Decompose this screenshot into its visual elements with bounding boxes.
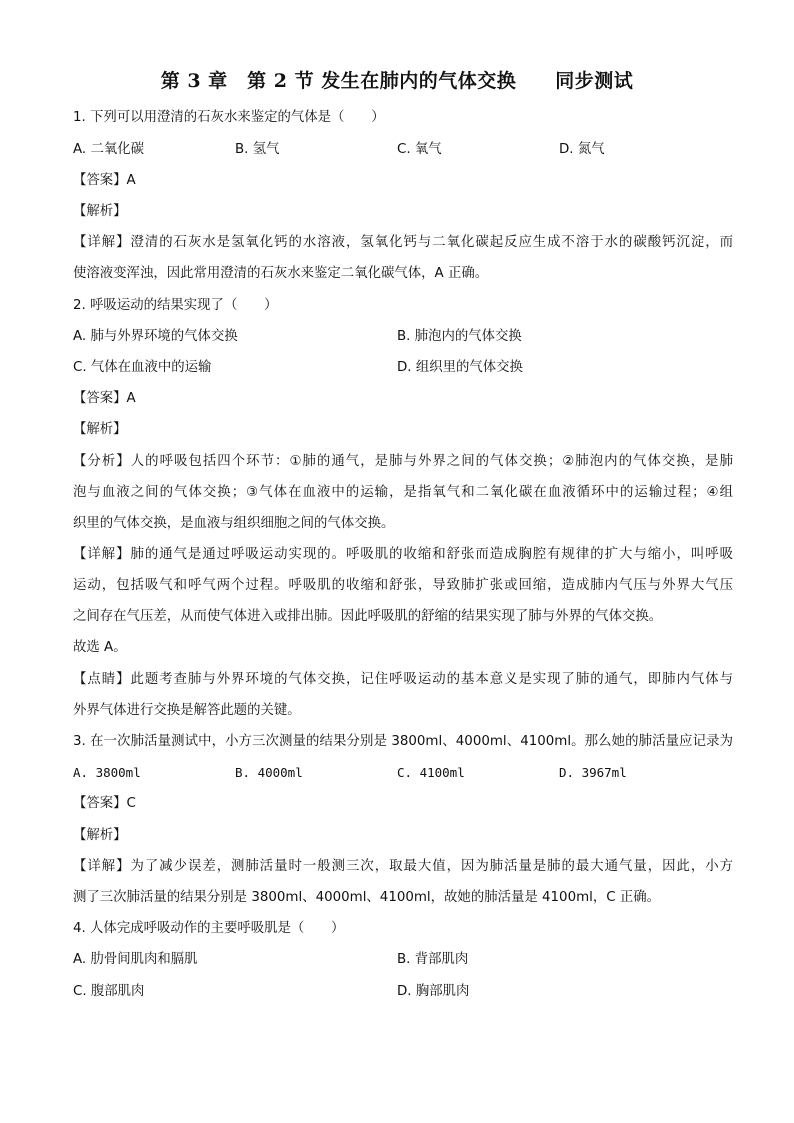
q1-option-b: B. 氢气: [235, 142, 280, 157]
q1-detail-line: 使溶液变浑浊，因此常用澄清的石灰水来鉴定二氧化碳气体，A 正确。: [73, 266, 489, 281]
question-3-stem: 3. 在一次肺活量测试中，小方三次测量的结果分别是 3800ml、4000ml、4100ml。那么她的肺活量应记录为: [73, 734, 733, 749]
q1-answer: 【答案】A: [73, 173, 136, 188]
q4-option-d: D. 胸部肌肉: [397, 984, 470, 999]
q2-option-d: D. 组织里的气体交换: [397, 360, 523, 375]
q2-fenxi-line: 织里的气体交换，是血液与组织细胞之间的气体交换。: [73, 516, 395, 531]
q4-option-a: A. 肋骨间肌肉和膈肌: [73, 952, 198, 967]
q2-dianjing-line: 【点睛】此题考查肺与外界环境的气体交换，记住呼吸运动的基本意义是实现了肺的通气，即肺内气体与: [73, 672, 733, 687]
q2-analysis-label: 【解析】: [73, 422, 127, 437]
q1-option-a: A. 二氧化碳: [73, 142, 144, 157]
q3-option-d: D. 3967ml: [559, 765, 627, 780]
q4-option-c: C. 腹部肌肉: [73, 984, 145, 999]
q2-detail-line: 之间存在气压差，从而使气体进入或排出肺。因此呼吸肌的舒缩的结果实现了肺与外界的气体交换。: [73, 609, 663, 624]
q3-detail-line: 测了三次肺活量的结果分别是 3800ml、4000ml、4100ml，故她的肺活量是 4100ml，C 正确。: [73, 890, 661, 905]
q4-option-b: B. 背部肌肉: [397, 952, 469, 967]
q2-detail-line: 运动，包括吸气和呼气两个过程。呼吸肌的收缩和舒张，导致肺扩张或回缩，造成肺内气压与外界大气压: [73, 578, 733, 593]
q1-analysis-label: 【解析】: [73, 204, 127, 219]
q3-answer: 【答案】C: [73, 796, 136, 811]
q1-option-c: C. 氧气: [397, 142, 442, 157]
q2-option-a: A. 肺与外界环境的气体交换: [73, 329, 238, 344]
question-2-stem: 2. 呼吸运动的结果实现了（ ）: [73, 298, 278, 313]
q2-dianjing-line: 外界气体进行交换是解答此题的关键。: [73, 703, 301, 718]
q2-option-c: C. 气体在血液中的运输: [73, 360, 212, 375]
q2-detail-line: 【详解】肺的通气是通过呼吸运动实现的。呼吸肌的收缩和舒张而造成胸腔有规律的扩大与缩小，叫呼吸: [73, 547, 733, 562]
q2-fenxi-line: 泡与血液之间的气体交换；③气体在血液中的运输，是指氧气和二氧化碳在血液循环中的运输过程；④组: [73, 485, 733, 500]
q2-fenxi-line: 【分析】人的呼吸包括四个环节：①肺的通气，是肺与外界之间的气体交换；②肺泡内的气体交换，是肺: [73, 454, 733, 469]
q2-option-b: B. 肺泡内的气体交换: [397, 329, 522, 344]
q1-detail-line: 【详解】澄清的石灰水是氢氧化钙的水溶液，氢氧化钙与二氧化碳起反应生成不溶于水的碳酸钙沉淀，而: [73, 235, 733, 250]
q3-detail-line: 【详解】为了减少误差，测肺活量时一般测三次，取最大值，因为肺活量是肺的最大通气量，因此，小方: [73, 859, 733, 874]
q3-option-b: B. 4000ml: [235, 765, 303, 780]
page-title: 第 3 章 第 2 节 发生在肺内的气体交换 同步测试: [160, 70, 634, 92]
q3-option-a: A. 3800ml: [73, 765, 141, 780]
q1-option-d: D. 氮气: [559, 142, 605, 157]
question-1-stem: 1. 下列可以用澄清的石灰水来鉴定的气体是（ ）: [73, 110, 385, 125]
question-4-stem: 4. 人体完成呼吸动作的主要呼吸肌是（ ）: [73, 921, 345, 936]
q2-answer: 【答案】A: [73, 391, 136, 406]
q2-choose: 故选 A。: [73, 640, 127, 655]
q3-analysis-label: 【解析】: [73, 828, 127, 843]
q3-option-c: C. 4100ml: [397, 765, 465, 780]
